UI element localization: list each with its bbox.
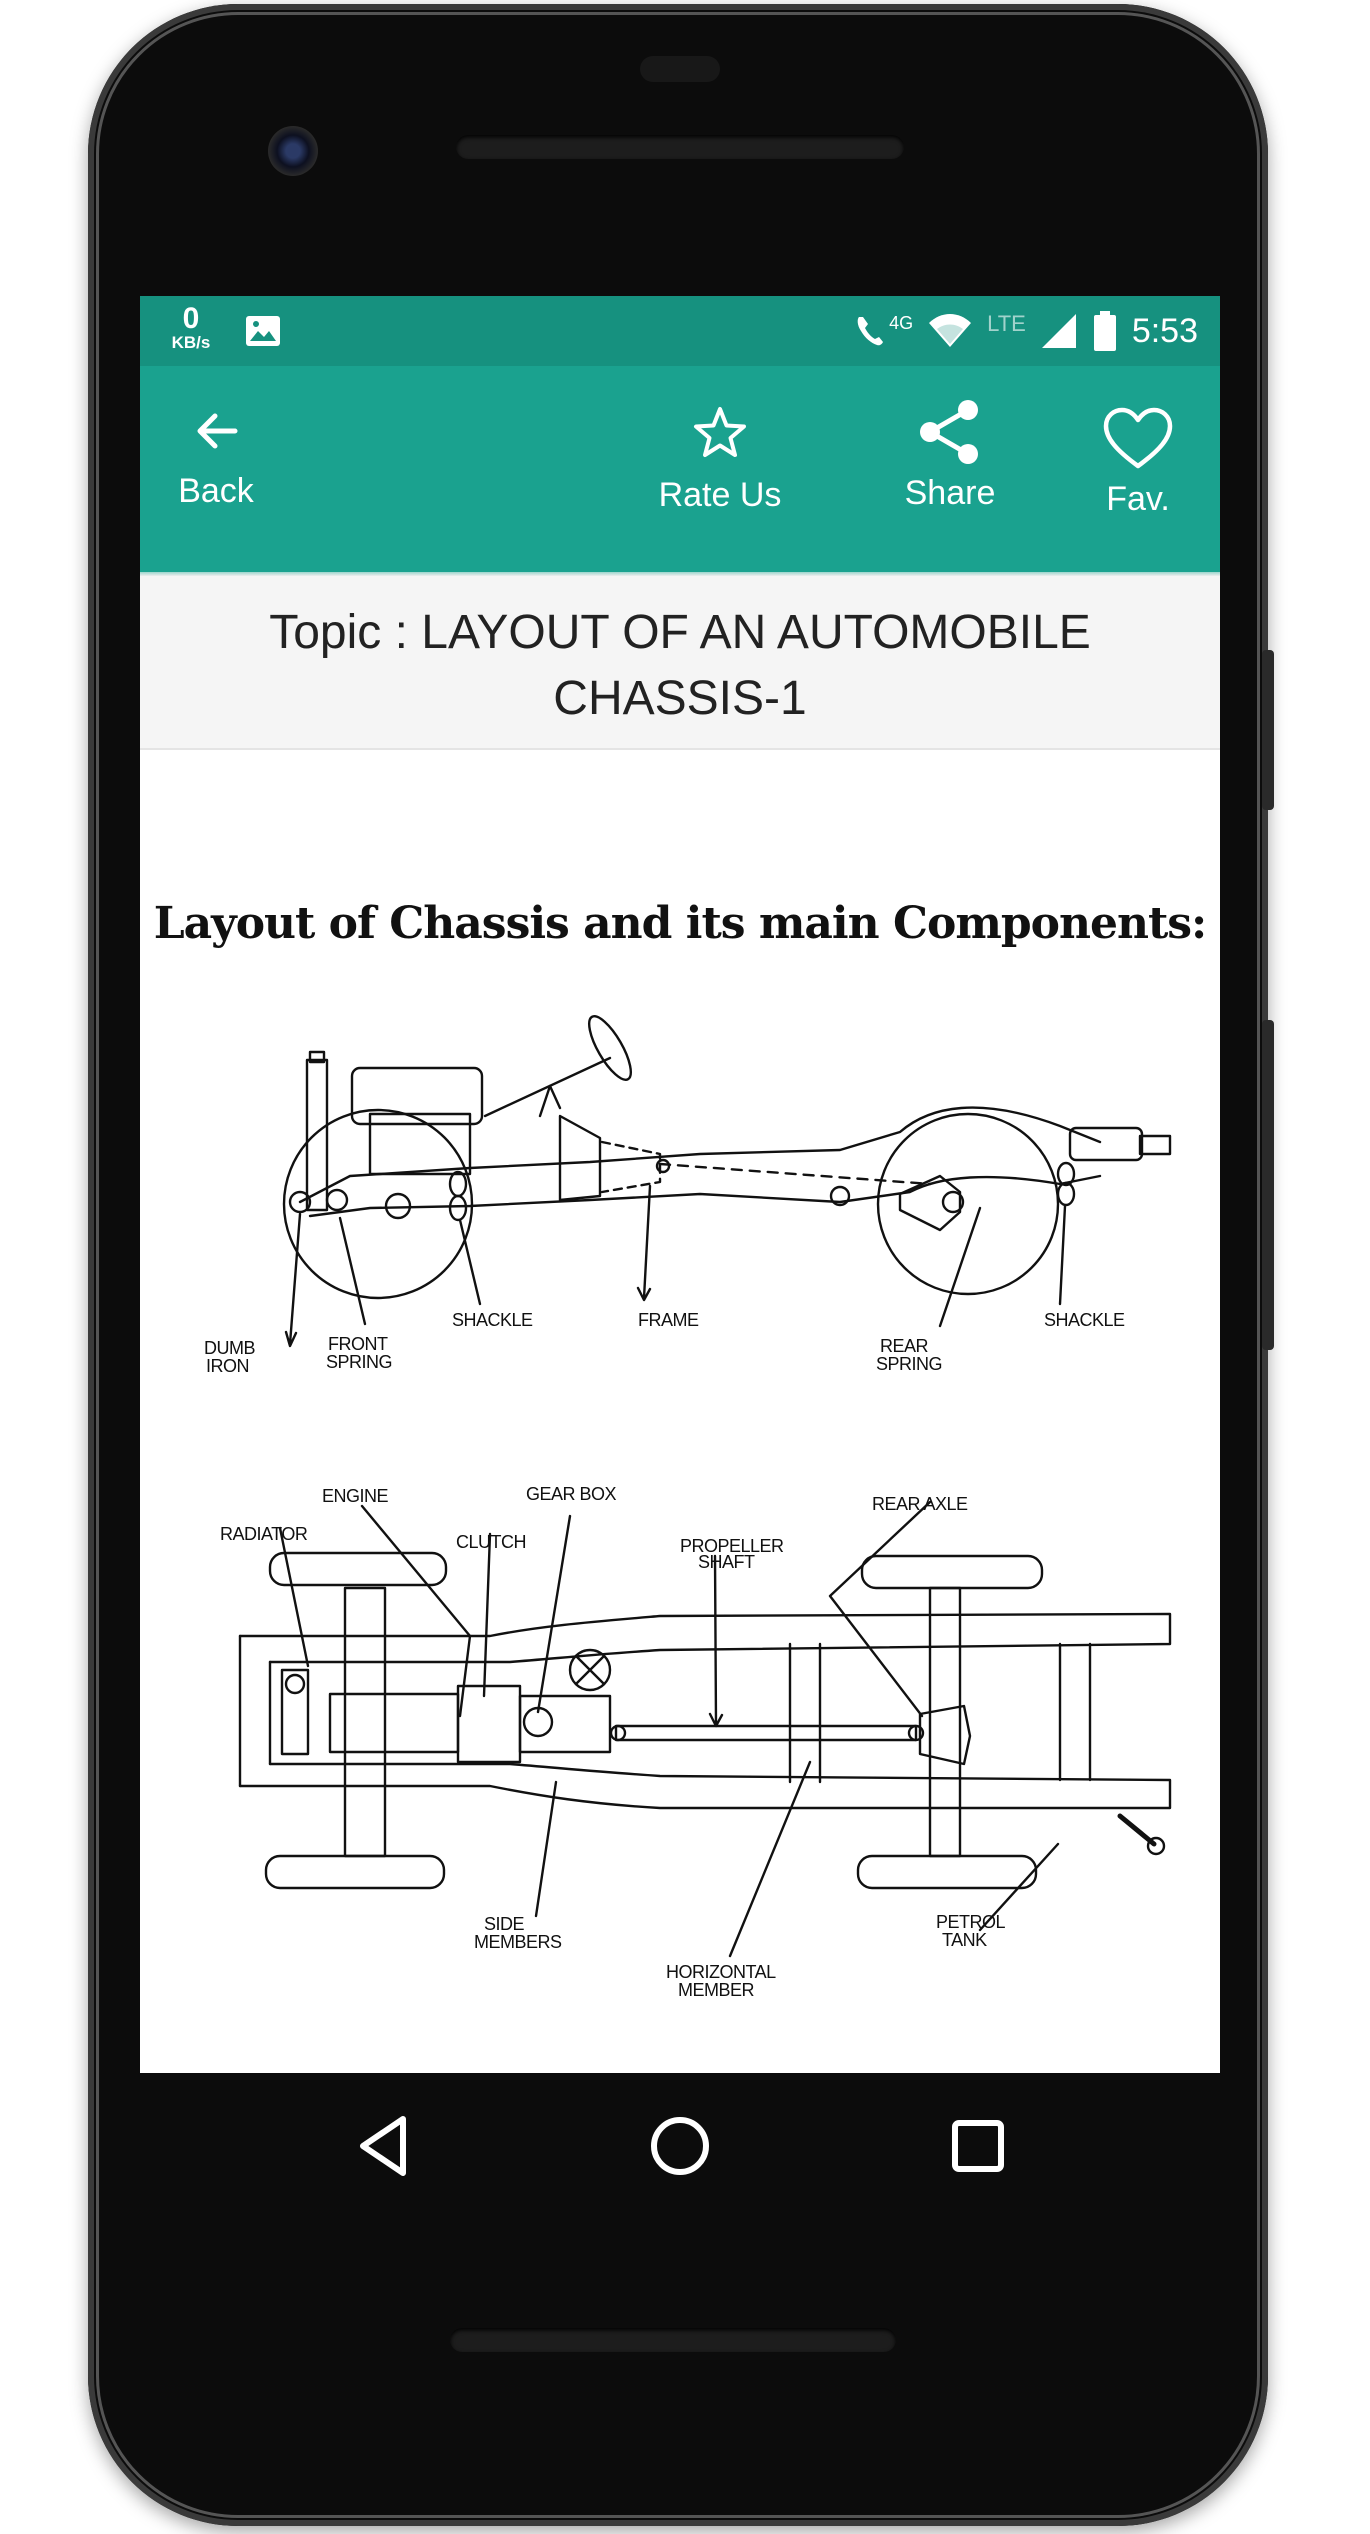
nav-home-icon[interactable] [647,2113,713,2179]
label-propeller-shaft-1: PROPELLER [680,1536,784,1556]
propeller-shaft-top [616,1726,916,1740]
front-camera [268,126,318,176]
volume-button [1262,650,1274,810]
rate-us-label: Rate Us [658,476,782,514]
frame-pointer [638,1186,650,1300]
horizontal-member [790,1644,820,1782]
rear-axle-pointer [830,1502,930,1716]
content-heading: Layout of Chassis and its main Components: [153,898,1207,949]
radiator-cap-post [307,1060,327,1210]
chassis-diagram [140,296,1220,2073]
status-time: 5:53 [1131,311,1198,350]
top-view-labels [220,1484,1006,2000]
petrol-tank-filler [1120,1816,1154,1844]
shackle-rear-pointer [1060,1206,1065,1304]
engine-block-top [330,1694,458,1752]
steering-wheel [582,1011,639,1085]
topic-title-line2: CHASSIS-1 [553,672,807,725]
side-view-drawing [284,1011,1170,1346]
label-side-members-2: MEMBERS [474,1932,562,1952]
label-horizontal-member-2: MEMBER [678,1980,755,2000]
shackle-front-pointer [460,1220,480,1304]
rear-right-tyre [858,1856,1036,1888]
label-propeller-shaft-2: SHAFT [698,1552,755,1572]
side-members-pointer [536,1782,556,1916]
horizontal-member-pointer [730,1762,810,1956]
label-rear-spring-2: SPRING [876,1354,943,1374]
front-axle [345,1588,385,1856]
front-crossmember [240,1636,270,1786]
power-button [1262,1020,1274,1350]
label-front-spring-2: SPRING [326,1352,393,1372]
rear-wheel [878,1114,1058,1294]
label-shackle-front: SHACKLE [452,1310,533,1330]
front-spring-pointer [340,1218,365,1324]
rear-axle-shaft [930,1588,960,1856]
network-speed-value: 0 [182,302,200,335]
navigation-bar [140,2073,1220,2223]
clutch-pointer [484,1534,490,1696]
clutch-housing [458,1686,520,1762]
earpiece-speaker [456,135,904,159]
front-wheel [284,1110,472,1298]
radiator-pointer [280,1528,308,1666]
network-4g-label: 4G [889,312,914,333]
differential-top [920,1706,970,1764]
label-petrol-tank-2: TANK [942,1930,987,1950]
label-side-members-1: SIDE [484,1914,525,1934]
label-engine: ENGINE [322,1486,389,1506]
gearbox-pointer [538,1516,570,1712]
label-radiator: RADIATOR [220,1524,308,1544]
nav-back-icon[interactable] [353,2113,419,2179]
label-rear-spring-1: REAR [880,1336,929,1356]
label-front-spring-1: FRONT [328,1334,388,1354]
gearbox-top [520,1696,610,1752]
label-gear-box: GEAR BOX [526,1484,617,1504]
share-label: Share [904,474,996,512]
label-clutch: CLUTCH [456,1532,527,1552]
rear-left-tyre [862,1556,1042,1588]
label-shackle-rear: SHACKLE [1044,1310,1125,1330]
label-dumb-iron-2: IRON [206,1356,249,1376]
label-frame: FRAME [638,1310,699,1330]
label-rear-axle: REAR AXLE [872,1494,968,1514]
engine-pointer [362,1506,470,1716]
sensor-slot [640,56,720,82]
screen [140,296,1220,2073]
front-left-tyre [270,1553,446,1585]
nav-recents-icon[interactable] [945,2113,1011,2179]
bottom-speaker [450,2328,896,2352]
label-dumb-iron-1: DUMB [204,1338,255,1358]
topic-title-line1: Topic : LAYOUT OF AN AUTOMOBILE [269,606,1091,659]
engine-block-side [352,1068,482,1124]
propeller-shaft-side [660,1164,930,1184]
network-lte-label: LTE [987,311,1026,336]
side-view-labels [204,1310,1125,1376]
label-horizontal-member-1: HORIZONTAL [666,1962,776,1982]
steering-column [485,1058,610,1116]
back-label: Back [178,472,254,510]
rear-tank [1070,1128,1142,1160]
propeller-pointer [710,1556,722,1726]
network-speed-unit: KB/s [171,333,211,352]
front-right-tyre [266,1856,444,1888]
favorite-label: Fav. [1106,480,1170,518]
label-petrol-tank-1: PETROL [936,1912,1006,1932]
